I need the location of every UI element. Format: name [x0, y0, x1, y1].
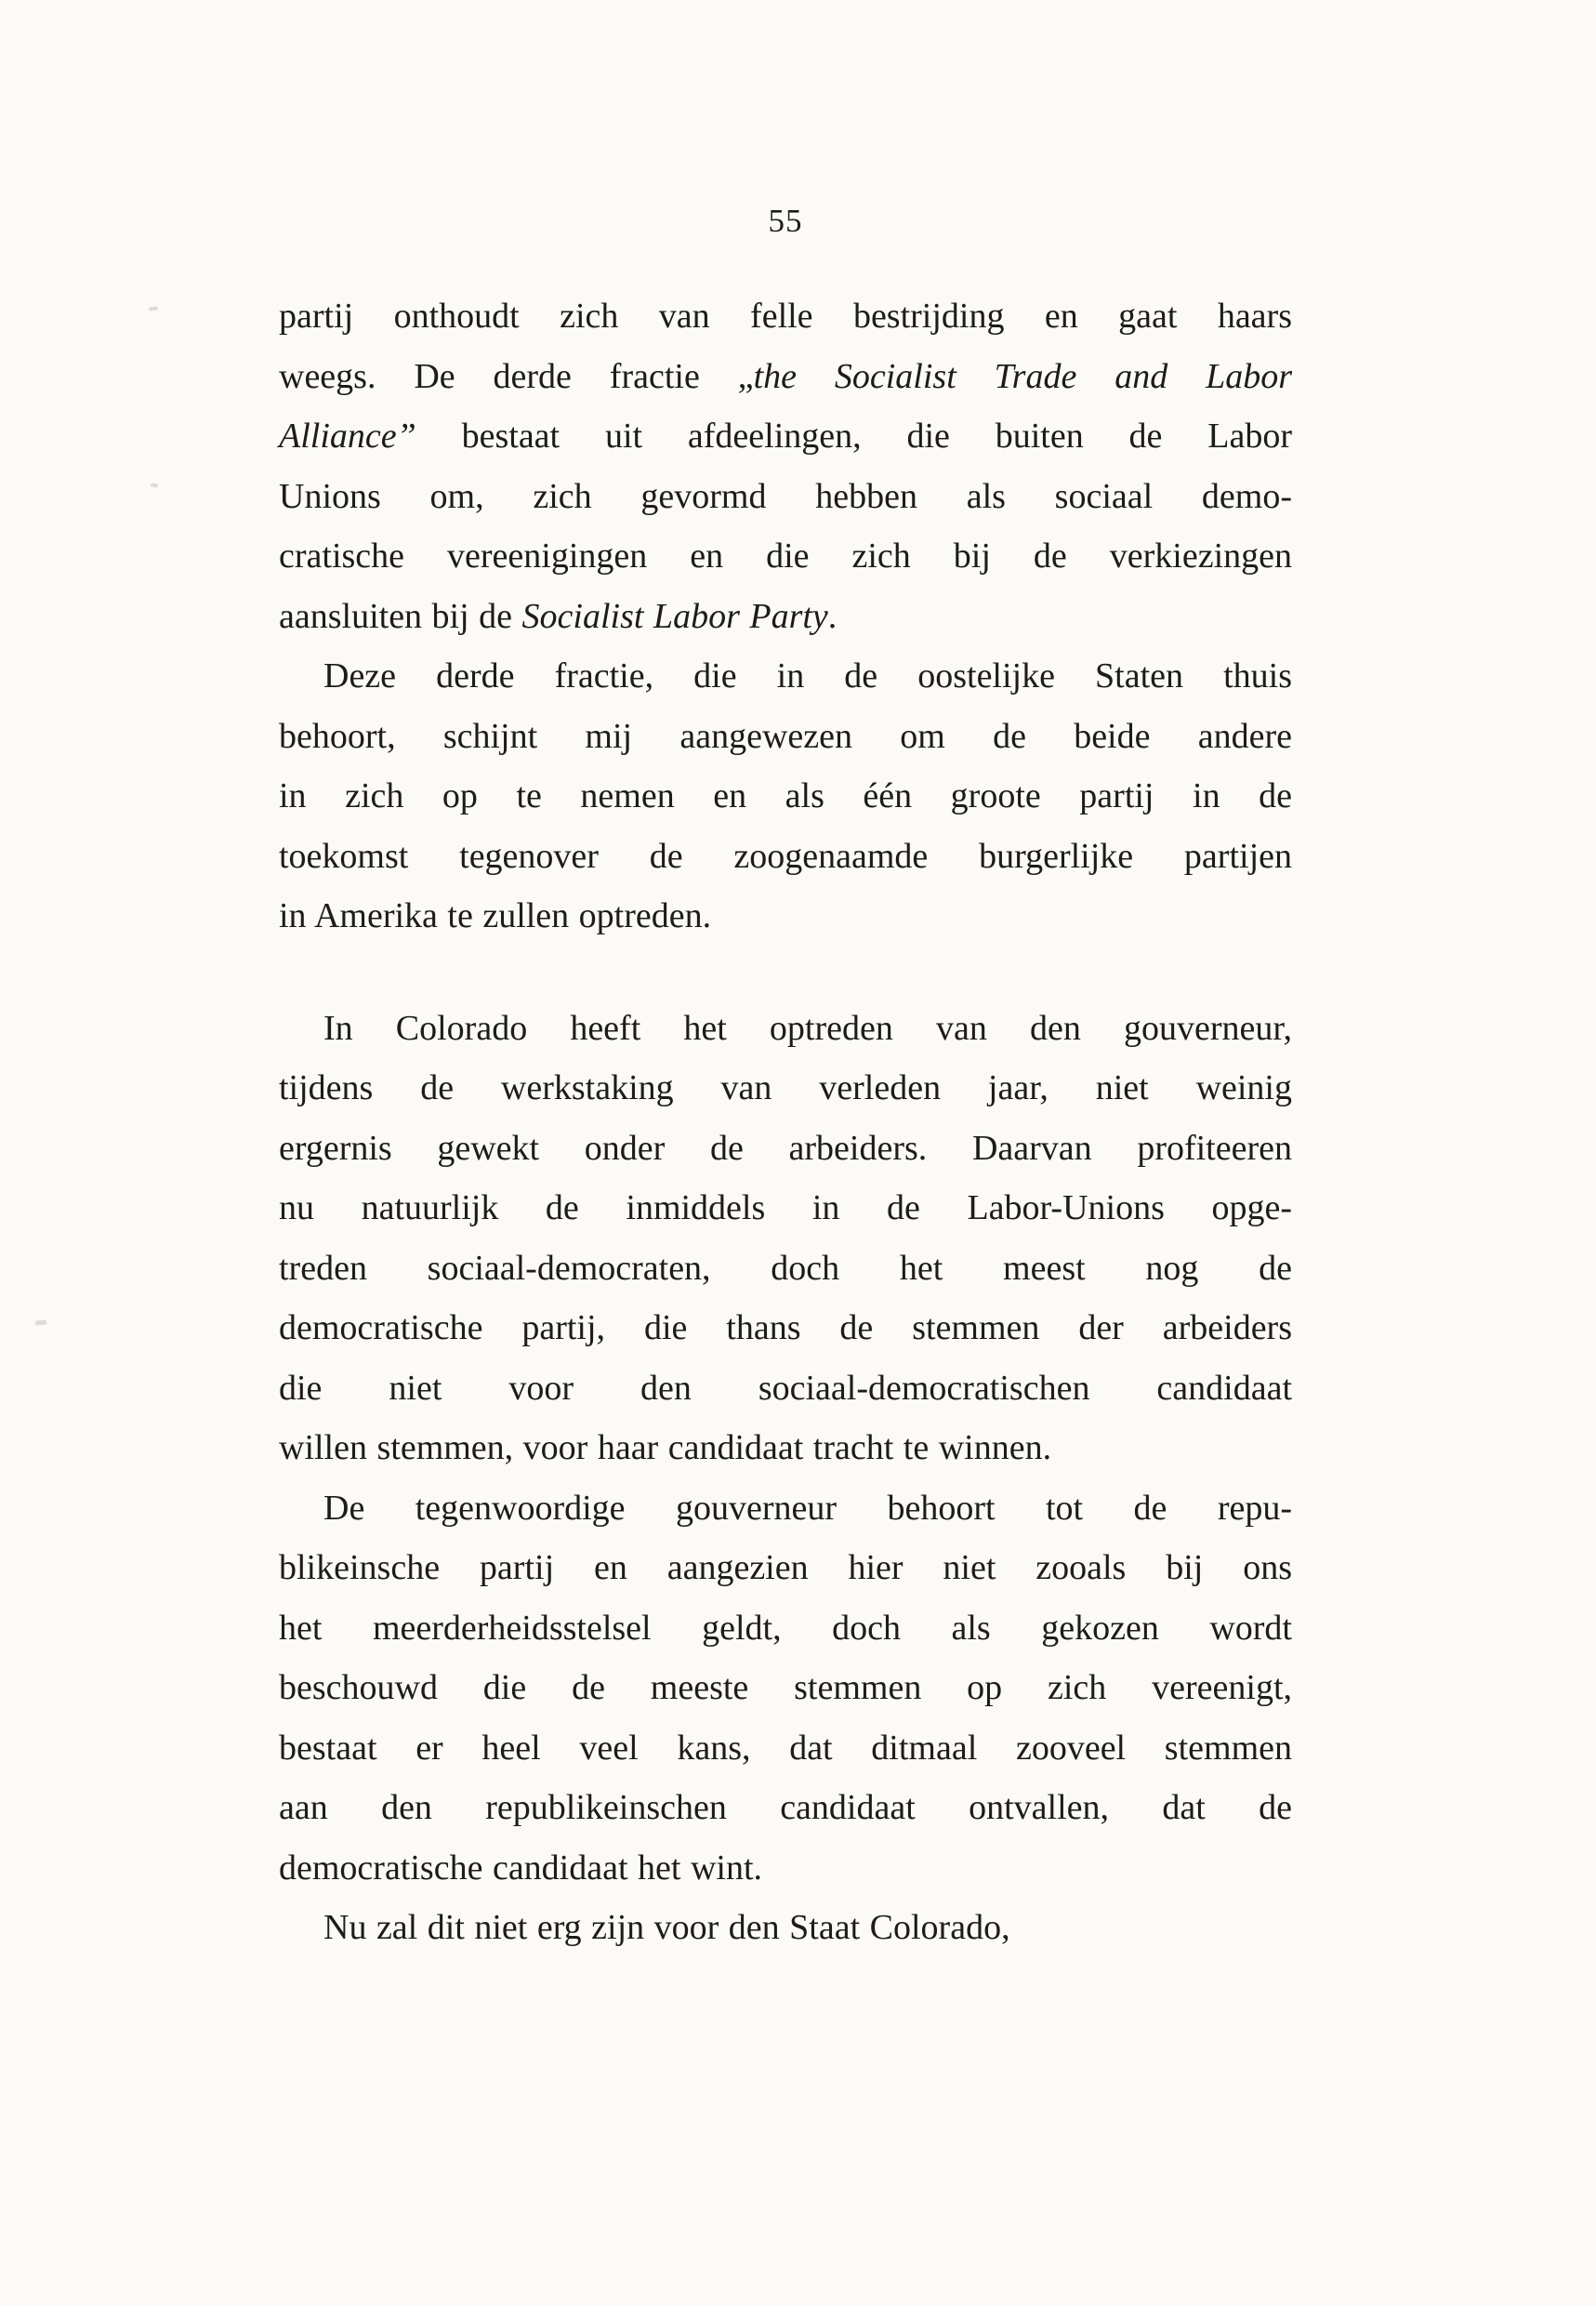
text-line	[279, 347, 1292, 407]
text-segment: De tegenwoordige gouverneur behoort tot de repu-	[323, 1488, 1292, 1528]
text-line	[279, 707, 1292, 767]
text-line	[279, 646, 1292, 707]
text-segment: behoort, schijnt mij aangewezen om de beide andere	[279, 716, 1292, 756]
text-line	[279, 1418, 1292, 1478]
text-line	[279, 526, 1292, 587]
text-segment: blikeinsche partij en aangezien hier niet zooals bij ons	[279, 1548, 1292, 1587]
text-segment: In Colorado heeft het optreden van den gouverneur,	[323, 1008, 1292, 1048]
text-line	[279, 1478, 1292, 1539]
text-segment: partij onthoudt zich van felle bestrijding en gaat haars	[279, 297, 1292, 336]
text-segment: treden sociaal-democraten, doch het meest nog de	[279, 1248, 1292, 1288]
text-line	[279, 1718, 1292, 1779]
paragraph	[279, 999, 1292, 1478]
text-segment: die niet voor den sociaal-democratischen candidaat	[279, 1368, 1292, 1408]
text-segment: willen stemmen, voor haar candidaat tracht te winnen.	[279, 1428, 1052, 1467]
text-segment: democratische partij, die thans de stemmen der arbeiders	[279, 1308, 1292, 1347]
text-block	[279, 286, 1292, 1958]
text-line	[279, 999, 1292, 1059]
text-segment: cratische vereenigingen en die zich bij de verkiezingen	[279, 537, 1292, 576]
text-segment: in Amerika te zullen optreden.	[279, 896, 712, 935]
text-segment: toekomst tegenover de zoogenaamde burgerlijke partijen	[279, 836, 1292, 876]
italic-text-segment: the Socialist Trade and Labor	[753, 356, 1292, 396]
paragraph	[279, 286, 1292, 646]
text-line	[279, 1239, 1292, 1299]
text-line	[279, 886, 1292, 947]
text-line	[279, 1778, 1292, 1838]
text-segment: .	[827, 596, 838, 636]
text-line	[279, 1119, 1292, 1179]
text-segment: aan den republikeinschen candidaat ontvallen, dat de	[279, 1788, 1292, 1827]
text-line	[279, 1838, 1292, 1899]
text-line	[279, 1658, 1292, 1718]
text-line	[279, 1538, 1292, 1598]
text-line	[279, 1358, 1292, 1419]
paragraph	[279, 1898, 1292, 1958]
text-line	[279, 286, 1292, 347]
italic-text-segment: Socialist Labor Party	[521, 596, 828, 636]
text-line	[279, 1298, 1292, 1358]
text-segment: nu natuurlijk de inmiddels in de Labor-Unions opge-	[279, 1188, 1292, 1227]
paragraph	[279, 1478, 1292, 1899]
paragraph	[279, 646, 1292, 947]
text-segment: tijdens de werkstaking van verleden jaar, niet weinig	[279, 1068, 1292, 1107]
scan-speck	[151, 484, 158, 488]
text-segment: bestaat uit afdeelingen, die buiten de Labor	[415, 417, 1292, 456]
text-line	[279, 1598, 1292, 1659]
italic-text-segment: Alliance”	[279, 417, 416, 456]
text-line	[279, 827, 1292, 887]
text-line	[279, 1058, 1292, 1119]
text-segment: het meerderheidsstelsel geldt, doch als gekozen wordt	[279, 1608, 1292, 1648]
text-segment: beschouwd die de meeste stemmen op zich vereenigt,	[279, 1668, 1292, 1707]
text-line	[279, 1178, 1292, 1239]
scan-speck	[149, 306, 158, 311]
text-line	[279, 587, 1292, 647]
text-segment: Unions om, zich gevormd hebben als sociaal demo-	[279, 476, 1292, 516]
text-segment: ergernis gewekt onder de arbeiders. Daarvan profiteeren	[279, 1128, 1292, 1168]
scan-speck	[35, 1320, 46, 1326]
text-segment: bestaat er heel veel kans, dat ditmaal zooveel stemmen	[279, 1728, 1292, 1768]
text-segment: weegs. De derde fractie „	[279, 356, 754, 396]
page-number: 55	[768, 203, 803, 239]
text-line	[279, 406, 1292, 467]
text-line	[279, 467, 1292, 527]
text-line	[279, 766, 1292, 827]
text-segment: Deze derde fractie, die in de oostelijke Staten thuis	[323, 656, 1292, 695]
text-segment: in zich op te nemen en als één groote partij in de	[279, 776, 1292, 815]
text-segment: Nu zal dit niet erg zijn voor den Staat Colorado,	[323, 1908, 1010, 1947]
text-segment: democratische candidaat het wint.	[279, 1848, 763, 1888]
text-segment: aansluiten bij de	[279, 596, 522, 636]
text-line	[279, 1898, 1292, 1958]
